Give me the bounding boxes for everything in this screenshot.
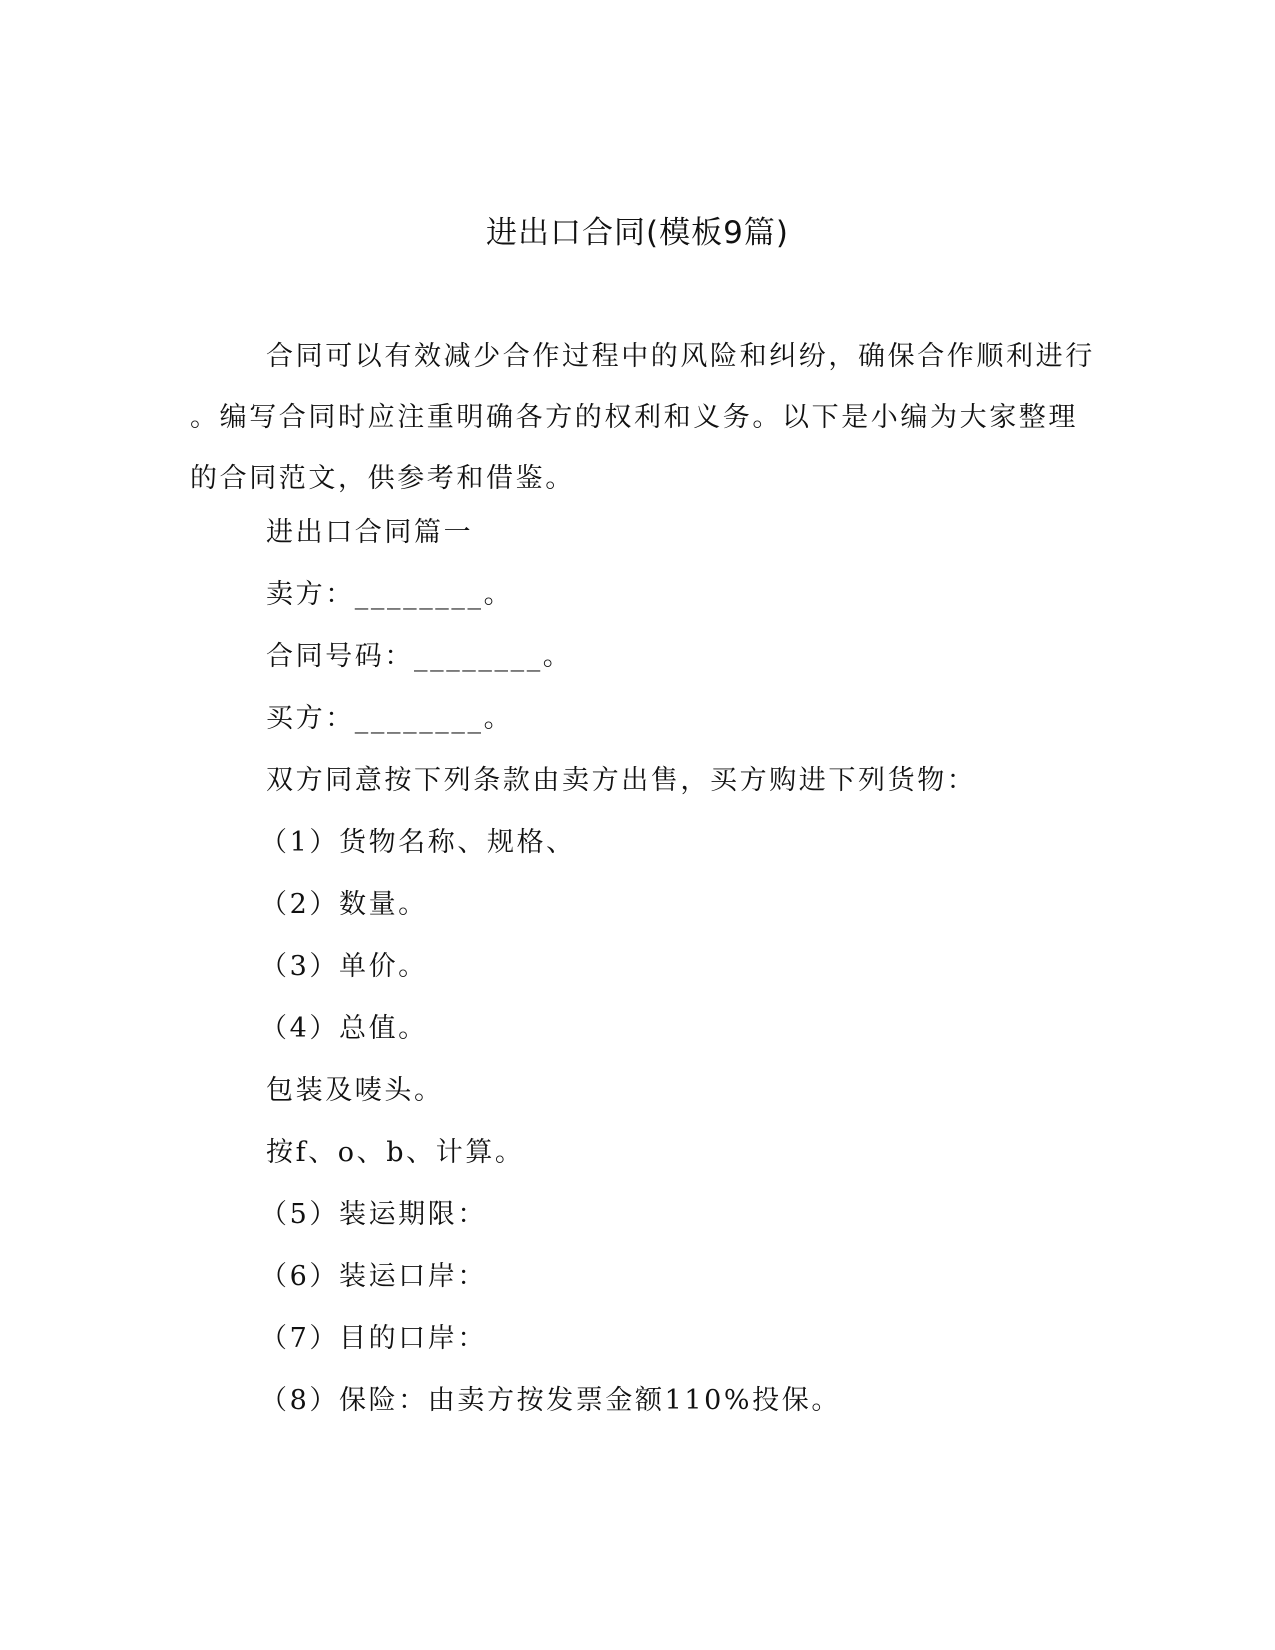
contract-number-line: 合同号码：________。 <box>266 641 573 672</box>
intro-line: 的合同范文，供参考和借鉴。 <box>190 463 575 494</box>
calculation-line: 按f、o、b、计算。 <box>266 1137 525 1168</box>
contract-body <box>260 513 1086 1443</box>
clause-item: （5）装运期限： <box>260 1199 487 1230</box>
seller-line: 卖方：________。 <box>266 579 514 610</box>
agreement-line: 双方同意按下列条款由卖方出售，买方购进下列货物： <box>266 765 977 796</box>
intro-line: 合同可以有效减少合作过程中的风险和纠纷，确保合作顺利进行 <box>266 341 1095 372</box>
clause-item: （1）货物名称、规格、 <box>260 827 576 858</box>
buyer-line: 买方：________。 <box>266 703 514 734</box>
intro-line: 。编写合同时应注重明确各方的权利和义务。以下是小编为大家整理 <box>190 402 1078 433</box>
section-heading: 进出口合同篇一 <box>266 517 474 548</box>
packing-line: 包装及唛头。 <box>266 1075 444 1106</box>
intro-paragraph <box>190 326 1095 509</box>
clause-item: （6）装运口岸： <box>260 1261 487 1292</box>
clause-item: （2）数量。 <box>260 889 428 920</box>
clause-item: （4）总值。 <box>260 1013 428 1044</box>
clause-item: （7）目的口岸： <box>260 1323 487 1354</box>
clause-item: （3）单价。 <box>260 951 428 982</box>
document-title: 进出口合同(模板9篇) <box>486 215 789 251</box>
clause-item: （8）保险：由卖方按发票金额110%投保。 <box>260 1385 841 1416</box>
